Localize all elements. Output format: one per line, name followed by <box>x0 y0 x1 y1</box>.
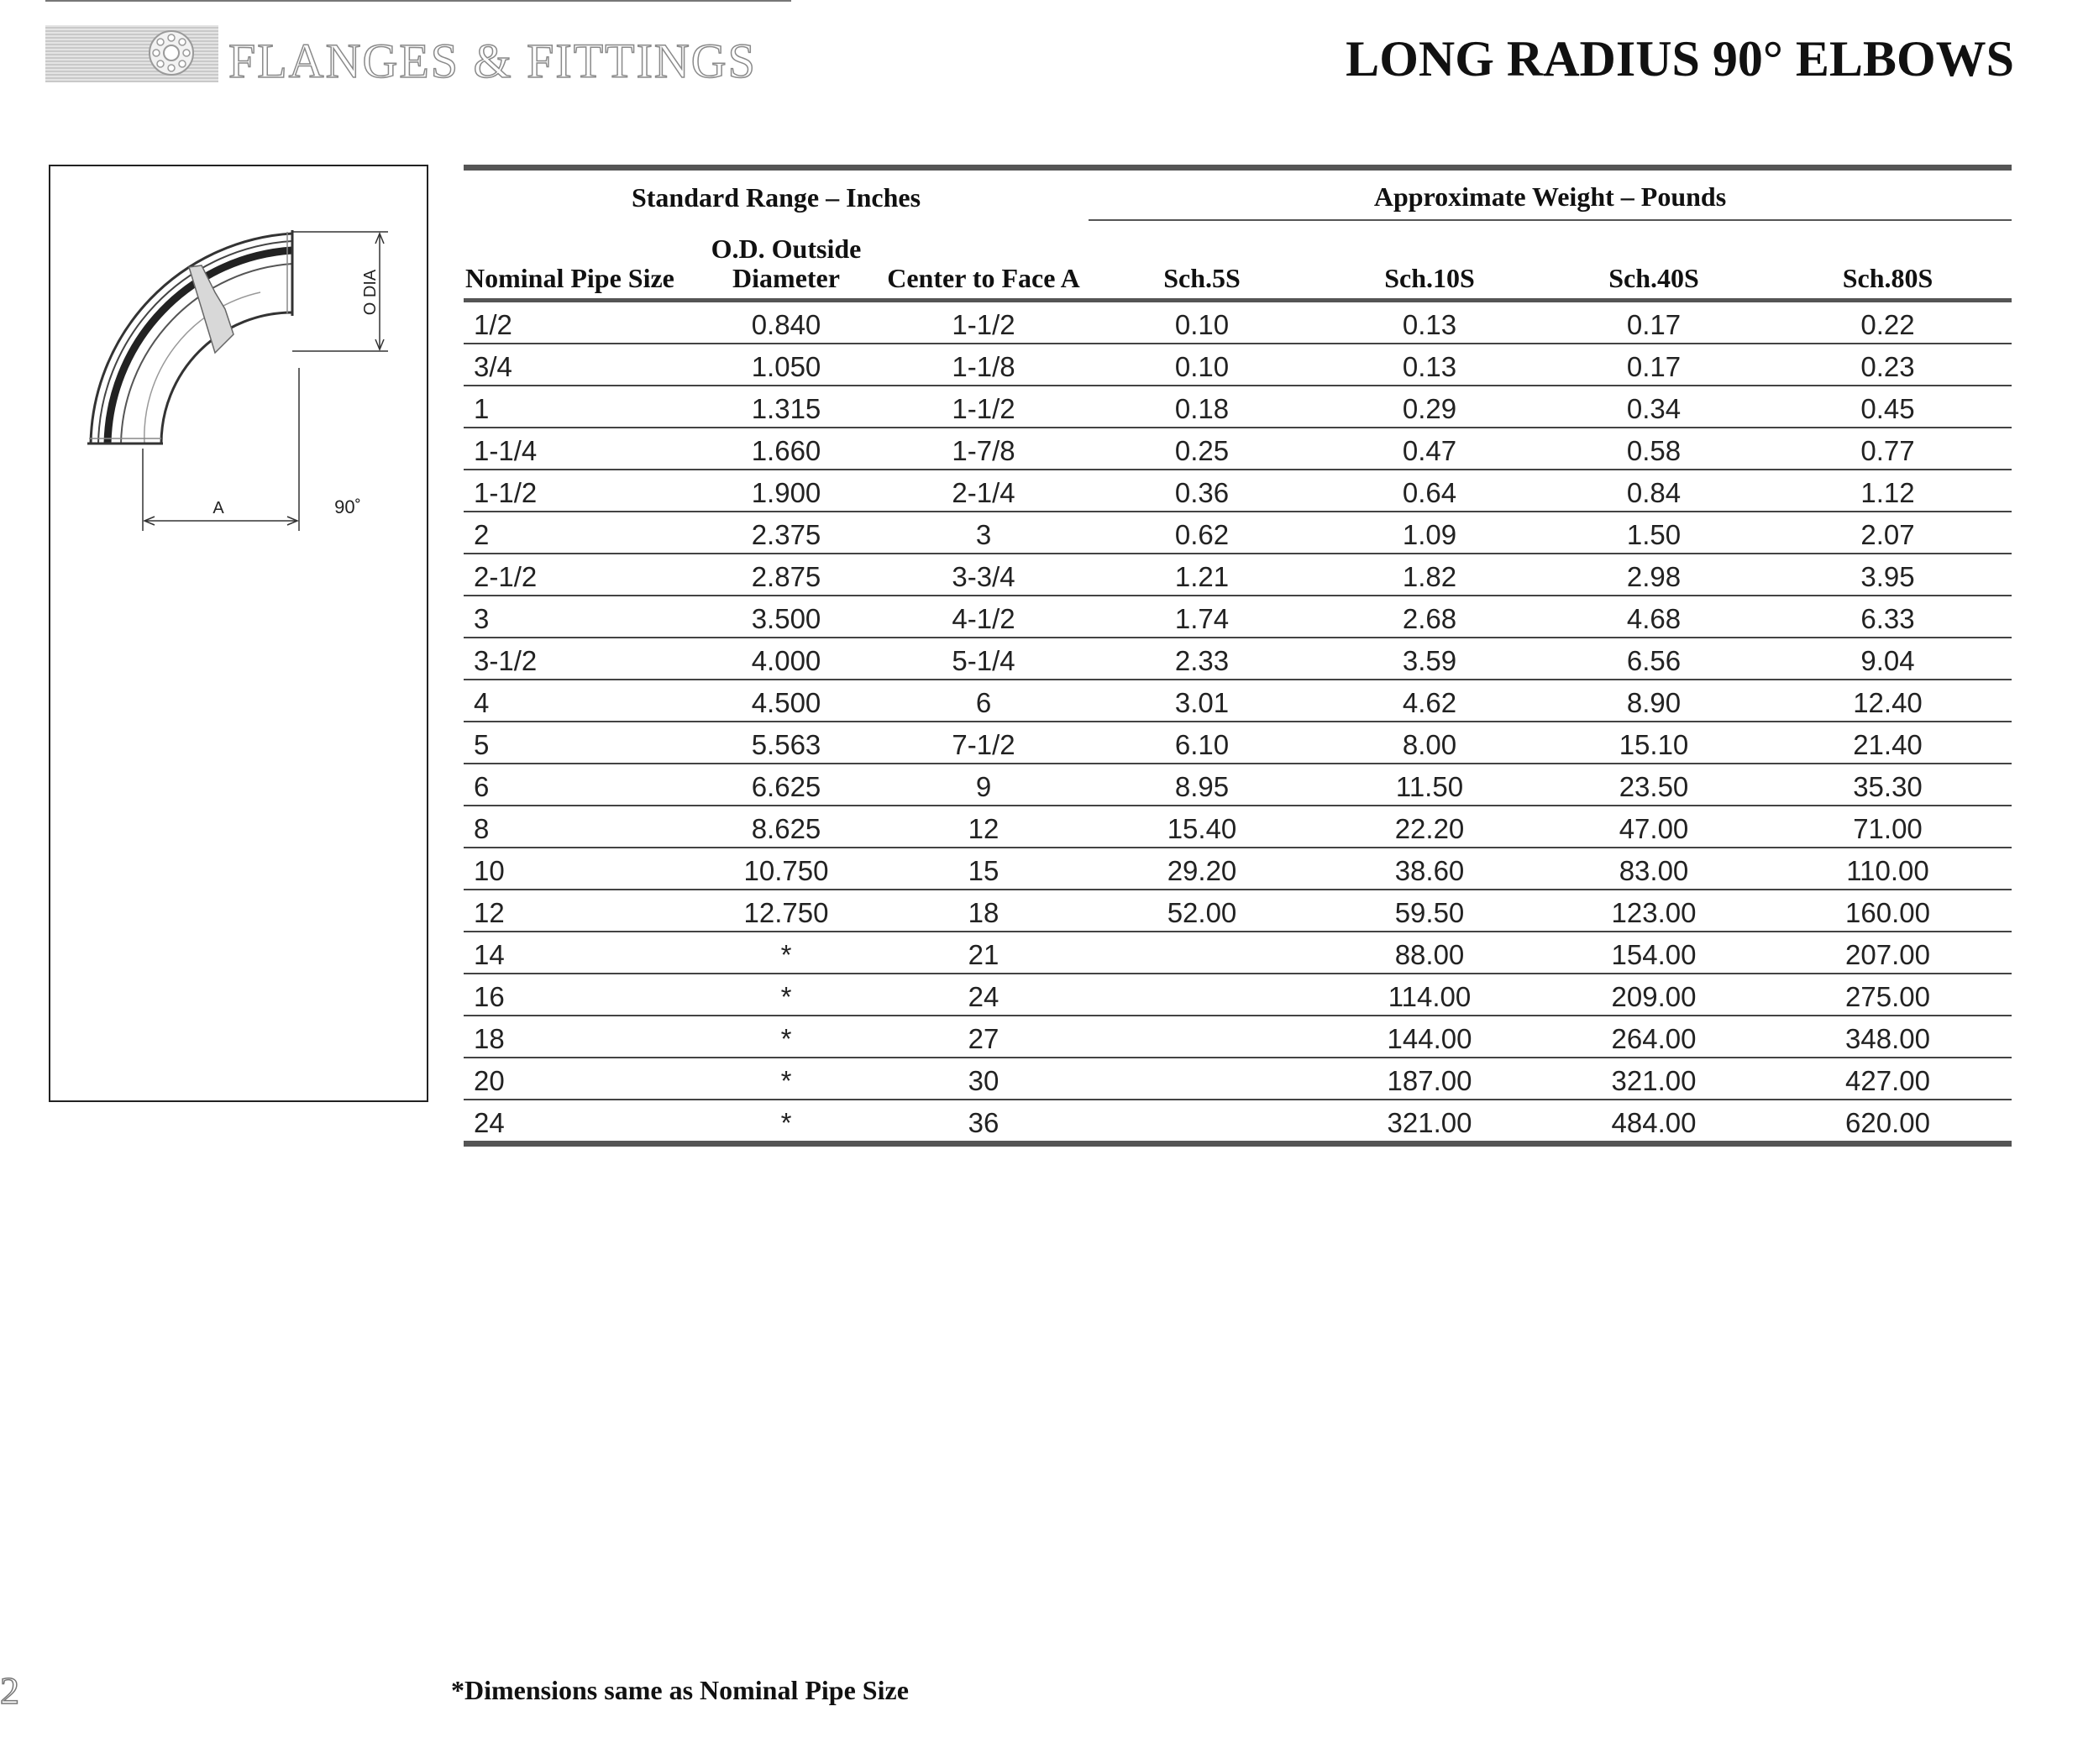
table-row <box>464 806 2012 848</box>
sch40s-cell: 0.34 <box>1544 386 1764 428</box>
table-row <box>464 1016 2012 1058</box>
sch10s-cell: 0.13 <box>1315 344 1544 386</box>
nps-cell: 10 <box>464 848 694 890</box>
sch10s-cell: 144.00 <box>1315 1016 1544 1058</box>
od-cell: 1.050 <box>694 344 879 386</box>
sch40s-cell: 264.00 <box>1544 1016 1764 1058</box>
sch5s-cell: 3.01 <box>1089 680 1315 722</box>
sch80s-cell: 1.12 <box>1764 470 2012 512</box>
ctf-cell: 12 <box>879 806 1089 848</box>
table-row <box>464 470 2012 512</box>
ctf-cell: 21 <box>879 932 1089 974</box>
ctf-cell: 27 <box>879 1016 1089 1058</box>
table-row <box>464 974 2012 1016</box>
nps-cell: 4 <box>464 680 694 722</box>
sch40s-cell: 1.50 <box>1544 512 1764 554</box>
ctf-cell: 2-1/4 <box>879 470 1089 512</box>
nps-cell: 8 <box>464 806 694 848</box>
sch5s-cell <box>1089 1016 1315 1058</box>
elbow-diagram <box>49 165 428 1102</box>
od-cell: * <box>780 1107 792 1138</box>
table-row <box>464 890 2012 932</box>
table-row <box>464 848 2012 890</box>
sch10s-cell: 88.00 <box>1315 932 1544 974</box>
table-row <box>464 1100 2012 1144</box>
sch40s-cell: 6.56 <box>1544 638 1764 680</box>
sch10s-cell: 4.62 <box>1315 680 1544 722</box>
flange-icon <box>144 28 198 78</box>
sch5s-cell: 29.20 <box>1089 848 1315 890</box>
nps-cell: 1/2 <box>464 301 694 344</box>
elbow-spec-table <box>464 165 2012 1147</box>
sch80s-cell: 21.40 <box>1764 722 2012 764</box>
od-cell: * <box>694 932 879 974</box>
nps-cell: 5 <box>464 722 694 764</box>
sch80s-cell: 427.00 <box>1764 1058 2012 1100</box>
sch5s-cell <box>1089 974 1315 1016</box>
sch80s-cell: 348.00 <box>1764 1016 2012 1058</box>
ctf-cell: 3 <box>879 512 1089 554</box>
sch5s-cell: 0.25 <box>1089 428 1315 470</box>
table-row <box>464 386 2012 428</box>
sch80s-cell: 71.00 <box>1764 806 2012 848</box>
sch80s-cell: 6.33 <box>1764 596 2012 638</box>
od-cell: 1.900 <box>694 470 879 512</box>
od-cell: * <box>694 1016 879 1058</box>
col-outside-diameter: O.D. Outside Diameter <box>711 233 862 293</box>
ctf-cell: 5-1/4 <box>879 638 1089 680</box>
od-cell: 4.500 <box>694 680 879 722</box>
group-header-row <box>464 168 2012 221</box>
col-sch5s: Sch.5S <box>1163 262 1241 293</box>
sch10s-cell: 11.50 <box>1315 764 1544 806</box>
sch80s-cell: 160.00 <box>1764 890 2012 932</box>
sch5s-cell: 0.18 <box>1089 386 1315 428</box>
sch80s-cell: 12.40 <box>1764 680 2012 722</box>
sch40s-cell: 0.58 <box>1544 428 1764 470</box>
nps-cell: 20 <box>464 1058 694 1100</box>
sch40s-cell: 2.98 <box>1544 554 1764 596</box>
ctf-cell: 1-7/8 <box>879 428 1089 470</box>
sch40s-cell: 0.17 <box>1544 301 1764 344</box>
sch5s-cell <box>1089 932 1315 974</box>
approx-weight-header: Approximate Weight – Pounds <box>1089 168 2012 221</box>
od-cell: 1.660 <box>694 428 879 470</box>
sch10s-cell: 59.50 <box>1315 890 1544 932</box>
od-cell: 0.840 <box>694 301 879 344</box>
nps-cell: 3-1/2 <box>464 638 694 680</box>
table-row <box>464 554 2012 596</box>
angle-label: 90˚ <box>334 496 361 517</box>
sch10s-cell: 22.20 <box>1315 806 1544 848</box>
nps-cell: 2 <box>464 512 694 554</box>
nps-cell: 1 <box>464 386 694 428</box>
sch40s-cell: 4.68 <box>1544 596 1764 638</box>
sch5s-cell <box>1089 1058 1315 1100</box>
nps-cell: 1-1/4 <box>464 428 694 470</box>
sch40s-cell: 484.00 <box>1611 1107 1697 1138</box>
sch10s-cell: 0.64 <box>1315 470 1544 512</box>
sch5s-cell: 15.40 <box>1089 806 1315 848</box>
sch10s-cell: 1.09 <box>1315 512 1544 554</box>
od-cell: 10.750 <box>694 848 879 890</box>
ctf-cell: 9 <box>879 764 1089 806</box>
sch10s-cell: 0.13 <box>1315 301 1544 344</box>
table-row <box>464 932 2012 974</box>
sch80s-cell: 3.95 <box>1764 554 2012 596</box>
col-sch80s: Sch.80S <box>1842 262 1933 293</box>
od-cell: 5.563 <box>694 722 879 764</box>
sch40s-cell: 23.50 <box>1544 764 1764 806</box>
od-cell: 2.875 <box>694 554 879 596</box>
od-cell: 4.000 <box>694 638 879 680</box>
ctf-cell: 3-3/4 <box>879 554 1089 596</box>
sch80s-cell: 0.22 <box>1764 301 2012 344</box>
sch40s-cell: 0.84 <box>1544 470 1764 512</box>
od-cell: 6.625 <box>694 764 879 806</box>
col-sch10s: Sch.10S <box>1384 262 1475 293</box>
a-dimension-label: A <box>212 499 224 517</box>
ctf-cell: 1-1/2 <box>879 386 1089 428</box>
sch5s-cell: 0.10 <box>1089 344 1315 386</box>
sch5s-cell: 2.33 <box>1089 638 1315 680</box>
nps-cell: 6 <box>464 764 694 806</box>
nps-cell: 16 <box>464 974 694 1016</box>
nps-cell: 2-1/2 <box>464 554 694 596</box>
nps-cell: 3 <box>464 596 694 638</box>
sch10s-cell: 3.59 <box>1315 638 1544 680</box>
ctf-cell: 18 <box>879 890 1089 932</box>
col-nominal-pipe-size: Nominal Pipe Size <box>465 262 674 293</box>
od-cell: 3.500 <box>694 596 879 638</box>
table-row <box>464 301 2012 344</box>
sch40s-cell: 123.00 <box>1544 890 1764 932</box>
nps-cell: 18 <box>464 1016 694 1058</box>
sch10s-cell: 187.00 <box>1315 1058 1544 1100</box>
ctf-cell: 24 <box>879 974 1089 1016</box>
col-center-to-face: Center to Face A <box>887 262 1080 293</box>
sch80s-cell: 2.07 <box>1764 512 2012 554</box>
brand-logo <box>45 25 218 82</box>
sch10s-cell: 38.60 <box>1315 848 1544 890</box>
sch10s-cell: 321.00 <box>1387 1107 1472 1138</box>
ctf-cell: 1-1/2 <box>879 301 1089 344</box>
sch10s-cell: 0.47 <box>1315 428 1544 470</box>
sch5s-cell: 0.62 <box>1089 512 1315 554</box>
sch80s-cell: 35.30 <box>1764 764 2012 806</box>
sch5s-cell <box>1089 1100 1315 1144</box>
col-sch40s: Sch.40S <box>1608 262 1699 293</box>
elbow-drawing <box>50 166 430 1104</box>
sch40s-cell: 0.17 <box>1544 344 1764 386</box>
sch40s-cell: 47.00 <box>1544 806 1764 848</box>
od-cell: 12.750 <box>694 890 879 932</box>
standard-range-header: Standard Range – Inches <box>631 181 921 213</box>
sch10s-cell: 0.29 <box>1315 386 1544 428</box>
page-number: 2 <box>0 1669 19 1712</box>
sch40s-cell: 83.00 <box>1544 848 1764 890</box>
od-cell: * <box>694 1058 879 1100</box>
brand-name: FLANGES & FITTINGS <box>228 34 757 88</box>
ctf-cell: 7-1/2 <box>879 722 1089 764</box>
sch5s-cell: 1.74 <box>1089 596 1315 638</box>
sch40s-cell: 154.00 <box>1544 932 1764 974</box>
sch10s-cell: 8.00 <box>1315 722 1544 764</box>
ctf-cell: 6 <box>879 680 1089 722</box>
sch80s-cell: 0.45 <box>1764 386 2012 428</box>
sch80s-cell: 110.00 <box>1764 848 2012 890</box>
ctf-cell: 36 <box>968 1107 1000 1138</box>
od-cell: 2.375 <box>694 512 879 554</box>
footnote: *Dimensions same as Nominal Pipe Size <box>451 1675 909 1705</box>
table-row <box>464 596 2012 638</box>
sch5s-cell: 8.95 <box>1089 764 1315 806</box>
sch10s-cell: 1.82 <box>1315 554 1544 596</box>
table-row <box>464 1058 2012 1100</box>
nps-cell: 24 <box>474 1107 505 1138</box>
top-rule <box>45 0 791 2</box>
sch80s-cell: 207.00 <box>1764 932 2012 974</box>
nps-cell: 14 <box>464 932 694 974</box>
column-header-row <box>464 220 2012 301</box>
sch40s-cell: 321.00 <box>1544 1058 1764 1100</box>
table-row <box>464 344 2012 386</box>
table-row <box>464 680 2012 722</box>
table-row <box>464 512 2012 554</box>
sch5s-cell: 6.10 <box>1089 722 1315 764</box>
sch5s-cell: 0.36 <box>1089 470 1315 512</box>
table-row <box>464 428 2012 470</box>
nps-cell: 3/4 <box>464 344 694 386</box>
sch80s-cell: 9.04 <box>1764 638 2012 680</box>
sch80s-cell: 0.77 <box>1764 428 2012 470</box>
od-cell: 8.625 <box>694 806 879 848</box>
od-cell: 1.315 <box>694 386 879 428</box>
sch5s-cell: 1.21 <box>1089 554 1315 596</box>
sch40s-cell: 8.90 <box>1544 680 1764 722</box>
sch5s-cell: 0.10 <box>1089 301 1315 344</box>
sch5s-cell: 52.00 <box>1089 890 1315 932</box>
table-row <box>464 764 2012 806</box>
sch40s-cell: 209.00 <box>1544 974 1764 1016</box>
sch80s-cell: 275.00 <box>1764 974 2012 1016</box>
table-row <box>464 722 2012 764</box>
ctf-cell: 15 <box>879 848 1089 890</box>
od-cell: * <box>694 974 879 1016</box>
sch10s-cell: 2.68 <box>1315 596 1544 638</box>
page-title: LONG RADIUS 90° ELBOWS <box>1346 31 2014 87</box>
sch80s-cell: 620.00 <box>1845 1107 1930 1138</box>
nps-cell: 12 <box>464 890 694 932</box>
od-dimension-label: O DIA <box>361 269 380 316</box>
ctf-cell: 4-1/2 <box>879 596 1089 638</box>
sch80s-cell: 0.23 <box>1764 344 2012 386</box>
nps-cell: 1-1/2 <box>464 470 694 512</box>
table-row <box>464 638 2012 680</box>
sch40s-cell: 15.10 <box>1544 722 1764 764</box>
ctf-cell: 1-1/8 <box>879 344 1089 386</box>
sch10s-cell: 114.00 <box>1315 974 1544 1016</box>
ctf-cell: 30 <box>879 1058 1089 1100</box>
